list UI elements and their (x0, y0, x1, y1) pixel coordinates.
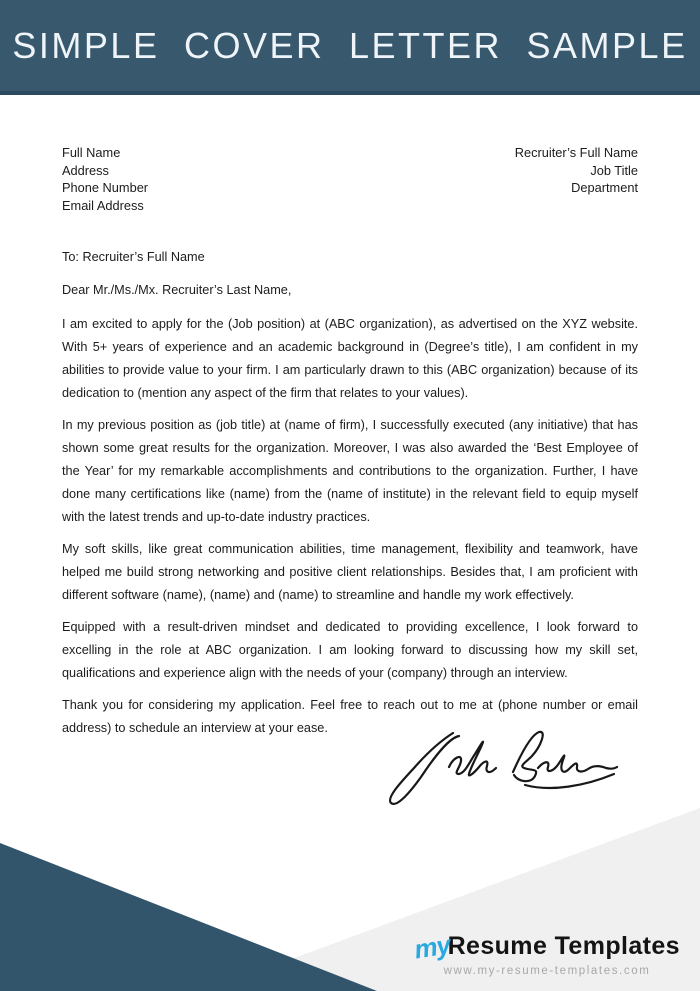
footer-brand (414, 930, 680, 977)
brand-name: Resume Templates (447, 932, 680, 960)
salutation: Dear Mr./Ms./Mx. Recruiter’s Last Name, (62, 283, 292, 297)
letter-body (62, 246, 638, 749)
website-url: www.my-resume-templates.com (443, 965, 651, 977)
sender-email: Email Address (62, 197, 144, 213)
brand-my-icon: my (412, 929, 452, 965)
brand-line (412, 929, 680, 965)
header-banner (0, 0, 700, 95)
letter-paragraph-2: In my previous position as (job title) at (name of firm), I successfully executed (any initiative) that has shown some great results for the organization. Moreover, I was also awarded the ‘Best Employee of the Year’ for my remarkable accomplishments and contributions to the organization. Further, I have done many certifications like (name) from the (name of institute) in the relevant field to equip myself with the latest trends and up-to-date industry practices. (62, 418, 638, 524)
contact-section (62, 144, 638, 214)
sender-full-name: Full Name (62, 145, 121, 160)
sender-phone: Phone Number (62, 180, 149, 195)
letter-paragraph-3: My soft skills, like great communication abilities, time management, flexibility and teamwork, have helped me build strong networking and positive client relationships. Besides that, I am proficient with different software (name), (name) and (name) to streamline and handle my work effectively. (62, 542, 638, 602)
recipient-job-title: Job Title (590, 162, 638, 178)
to-line: To: Recruiter’s Full Name (62, 250, 205, 264)
letter-paragraph-1: I am excited to apply for the (Job position) at (ABC organization), as advertised on the XYZ website. With 5+ years of experience and an academic background in (Degree’s title), I am confident in my abilities to provide value to your firm. I am particularly drawn to this (ABC organization) because of its dedication to (mention any aspect of the firm that relates to your values). (62, 317, 638, 400)
recipient-name: Recruiter’s Full Name (514, 145, 638, 160)
letter-paragraph-4: Equipped with a result-driven mindset and dedicated to providing excellence, I look forward to excelling in the role at ABC organization. I am looking forward to discussing how my skill set, qualifications and experience align with the needs of your (company) through an interview. (62, 620, 638, 680)
page-title: SIMPLE COVER LETTER SAMPLE (12, 24, 688, 66)
letter-paragraph-5: Thank you for considering my application. Feel free to reach out to me at (phone number or email address) to schedule an interview at your ease. (62, 698, 638, 735)
recipient-block (515, 144, 638, 214)
sender-block (62, 144, 148, 214)
sender-address: Address (62, 162, 109, 178)
signature-script (383, 716, 621, 812)
recipient-department: Department (571, 180, 638, 195)
